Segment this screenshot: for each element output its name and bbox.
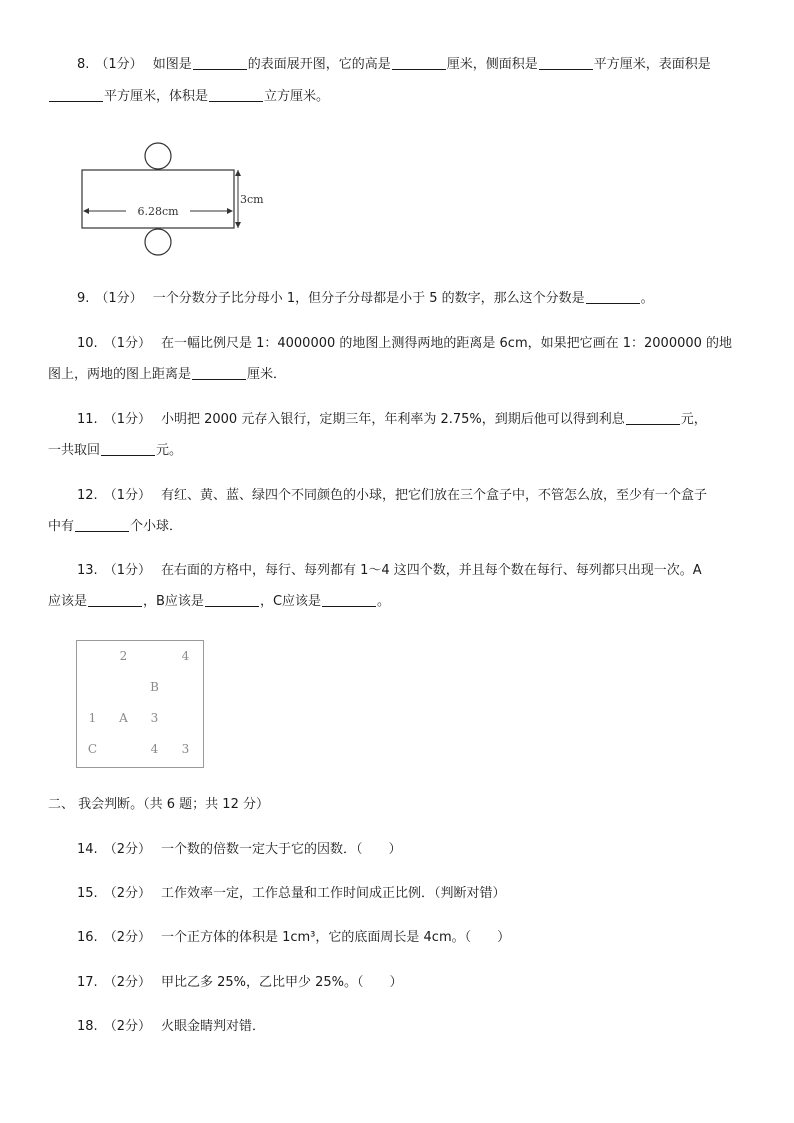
question-10-line1 [77,335,732,353]
grid-cell: 3 [150,711,159,725]
question-text: 元。 [156,443,183,458]
section-2-title: 二、 我会判断。（共 6 题；共 12 分） [48,797,269,812]
question-number: 8. [77,57,90,72]
question-15 [77,885,505,903]
grid-cell: C [87,742,98,756]
question-points: （1分） [103,336,151,351]
width-label: 6.28cm [137,205,179,218]
grid-cell: 1 [88,711,97,725]
question-points: （2分） [103,842,151,857]
answer-blank[interactable] [75,518,129,532]
answer-blank[interactable] [586,290,640,304]
question-points: （2分） [103,975,151,990]
question-text: 的表面展开图，它的高是 [247,57,391,72]
question-text: 一共取回 [48,443,101,458]
answer-blank[interactable] [209,88,263,102]
question-text: 应该是 [48,594,88,609]
bottom-circle [145,229,171,255]
question-12-line2 [48,518,182,536]
question-text: 一个分数分子比分母小 1，但分子分母都是小于 5 的数字，那么这个分数是 [152,291,585,306]
height-label: 3cm [240,193,264,206]
question-number: 16. [77,930,98,945]
question-8-line2 [48,88,329,106]
lateral-rectangle [82,170,234,228]
question-number: 13. [77,563,98,578]
question-text: 平方厘米，体积是 [104,89,209,104]
question-text: 在一幅比例尺是 1：4000000 的地图上测得两地的距离是 6cm，如果把它画在 1：2000000 的地 [160,336,733,351]
question-number: 10. [77,336,98,351]
question-text: 甲比乙多 25%，乙比甲少 25%。（ ） [160,975,403,990]
answer-blank[interactable] [322,593,376,607]
answer-blank[interactable] [49,88,103,102]
question-number: 14. [77,842,98,857]
question-number: 12. [77,488,98,503]
question-points: （1分） [95,57,143,72]
question-text: 一个数的倍数一定大于它的因数．（ ） [160,842,402,857]
question-text: 。 [640,291,654,306]
grid-cell: 4 [181,649,190,663]
question-16 [77,929,510,947]
question-9 [77,290,654,308]
grid-cell: 3 [181,742,190,756]
question-text: 在右面的方格中，每行、每列都有 1～4 这四个数，并且每个数在每行、每列都只出现一次。A [160,563,702,578]
arrowhead-top [235,170,241,176]
question-number: 17. [77,975,98,990]
grid-cell: 2 [119,649,128,663]
question-10-line2 [48,366,286,384]
question-points: （1分） [103,488,151,503]
question-text: 一个正方体的体积是 1cm³，它的底面周长是 4cm。（ ） [160,930,511,945]
answer-blank[interactable] [192,366,246,380]
question-text: 火眼金睛判对错． [160,1019,265,1034]
answer-blank[interactable] [539,56,593,70]
question-points: （2分） [103,886,151,901]
question-number: 15. [77,886,98,901]
question-number: 9. [77,291,90,306]
question-text: 平方厘米，表面积是 [593,57,711,72]
question-text: 如图是 [152,57,192,72]
question-13-line1 [77,562,702,580]
grid-cell: A [119,711,128,725]
question-text: 有红、黄、蓝、绿四个不同颜色的小球，把它们放在三个盒子中，不管怎么放，至少有一个盒子 [160,488,707,503]
question-text: 立方厘米。 [264,89,330,104]
question-text: 元， [680,412,707,427]
grid-cell: B [150,680,159,694]
question-8-line1 [77,56,711,74]
question-points: （2分） [103,930,151,945]
question-14 [77,841,401,859]
question-points: （2分） [103,1019,151,1034]
question-text: 厘米． [247,367,287,382]
question-text: ，B应该是 [143,594,204,609]
arrowhead-right [227,208,233,214]
question-text: 小明把 2000 元存入银行，定期三年，年利率为 2.75%，到期后他可以得到利息 [160,412,625,427]
number-grid-figure [76,640,204,768]
question-number: 11. [77,412,98,427]
question-11-line1 [77,411,707,429]
question-text: 图上，两地的图上距离是 [48,367,192,382]
answer-blank[interactable] [101,442,155,456]
answer-blank[interactable] [626,411,680,425]
question-text: 。 [377,594,391,609]
question-11-line2 [48,442,182,460]
top-circle [145,143,171,169]
question-12-line1 [77,487,707,505]
question-text: ，C应该是 [259,594,322,609]
question-text: 中有 [48,519,75,534]
answer-blank[interactable] [205,593,259,607]
question-number: 18. [77,1019,98,1034]
answer-blank[interactable] [88,593,142,607]
question-text: 厘米，侧面积是 [446,57,538,72]
arrowhead-left [83,208,89,214]
question-17 [77,974,403,992]
question-text: 工作效率一定，工作总量和工作时间成正比例．（判断对错） [160,886,506,901]
answer-blank[interactable] [193,56,247,70]
grid-cell: 4 [150,742,159,756]
cylinder-net-figure [80,141,290,261]
question-text: 个小球． [130,519,183,534]
question-points: （1分） [95,291,143,306]
answer-blank[interactable] [392,56,446,70]
question-13-line2 [48,593,390,611]
question-18 [77,1018,265,1036]
question-points: （1分） [103,412,151,427]
arrowhead-bottom [235,222,241,228]
question-points: （1分） [103,563,151,578]
